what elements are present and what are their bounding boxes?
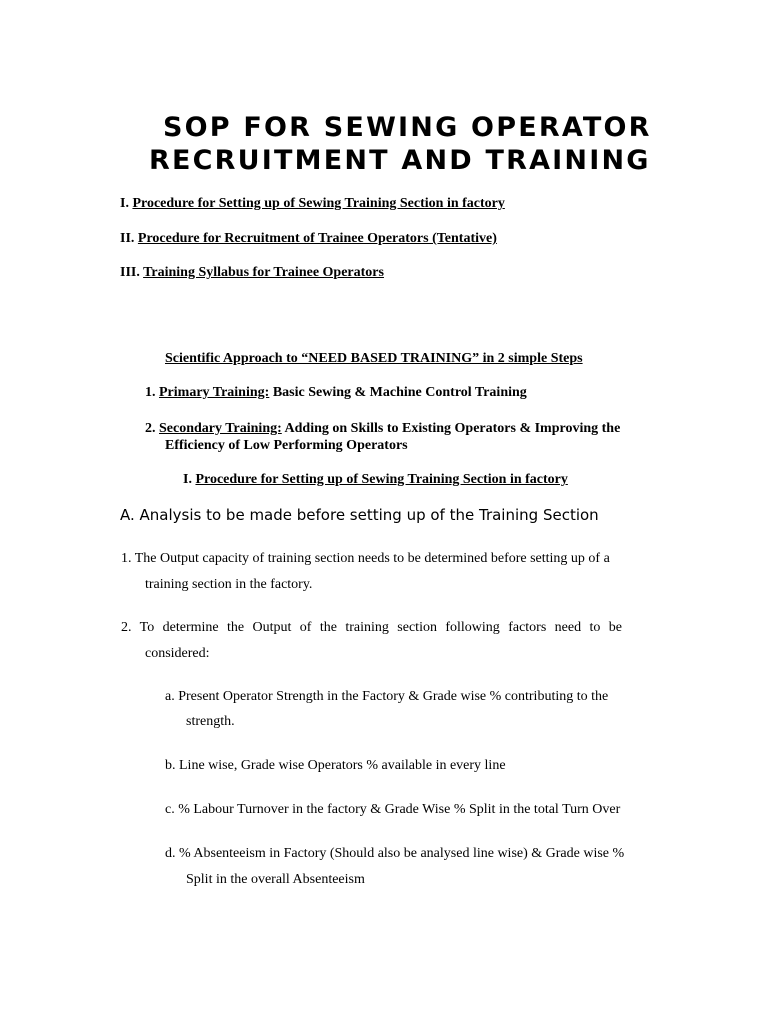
approach-step-1-label: Primary Training:	[159, 385, 270, 400]
item-1-line2: training section in the factory.	[145, 577, 313, 592]
factor-b: b. Line wise, Grade wise Operators % available in every line	[165, 758, 506, 773]
factor-d-line2: Split in the overall Absenteeism	[186, 872, 365, 887]
toc-item-3-link[interactable]: Training Syllabus for Trainee Operators	[143, 265, 384, 280]
approach-step-2-label: Secondary Training:	[159, 421, 282, 436]
approach-step-1-text: Basic Sewing & Machine Control Training	[269, 385, 527, 400]
item-2-line1: 2. To determine the Output of the training section following factors need to be	[121, 620, 623, 635]
section-heading	[183, 472, 568, 488]
toc-item-1-number: I.	[120, 196, 133, 211]
factor-a-line1: a. Present Operator Strength in the Factory & Grade wise % contributing to the	[165, 689, 609, 704]
factor-a-line2: strength.	[186, 714, 235, 729]
toc-item-3-number: III.	[120, 265, 144, 280]
approach-step-2	[145, 421, 620, 437]
approach-step-1	[145, 385, 527, 401]
toc-item-2-link[interactable]: Procedure for Recruitment of Trainee Operators (Tentative)	[137, 231, 497, 246]
toc-item-1-link[interactable]: Procedure for Setting up of Sewing Training Section in factory	[132, 196, 505, 211]
item-2-line2: considered:	[145, 646, 210, 661]
subsection-a-heading: A. Analysis to be made before setting up of the Training Section	[120, 506, 599, 524]
approach-step-2-number: 2.	[145, 421, 159, 436]
toc-item-3	[120, 265, 384, 281]
section-heading-number: I.	[183, 472, 196, 487]
toc-item-2-number: II.	[120, 231, 138, 246]
factor-d-line1: d. % Absenteeism in Factory (Should also be analysed line wise) & Grade wise %	[165, 846, 625, 861]
section-heading-text: Procedure for Setting up of Sewing Training Section in factory	[195, 472, 568, 487]
document-title-line1: SOP FOR SEWING OPERATOR	[163, 112, 652, 143]
item-1-line1: 1. The Output capacity of training section needs to be determined before setting up of a	[121, 551, 610, 566]
approach-step-2-text: Adding on Skills to Existing Operators & Improving the	[281, 421, 621, 436]
approach-step-2-continuation: Efficiency of Low Performing Operators	[165, 438, 408, 453]
document-title-line2: RECRUITMENT AND TRAINING	[149, 145, 651, 176]
factor-c: c. % Labour Turnover in the factory & Grade Wise % Split in the total Turn Over	[165, 802, 621, 817]
toc-item-1	[120, 196, 505, 212]
toc-item-2	[120, 231, 497, 247]
approach-step-1-number: 1.	[145, 385, 159, 400]
approach-heading: Scientific Approach to “NEED BASED TRAINING” in 2 simple Steps	[165, 351, 583, 366]
